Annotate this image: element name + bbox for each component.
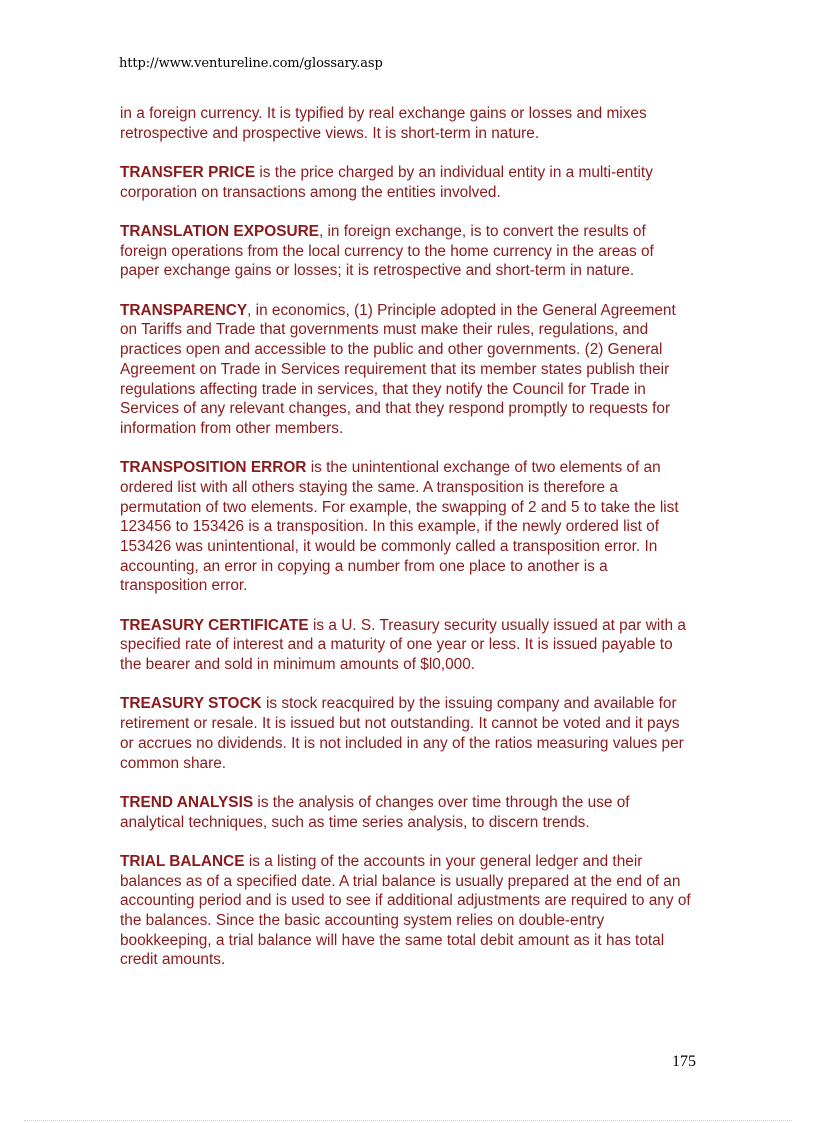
glossary-content [120,104,692,990]
entry-term: TREASURY STOCK [120,695,262,713]
entry-definition: is the price charged by an individual entity in a multi-entity corporation on transactions among the entities involved. [120,164,653,201]
page-number: 175 [672,1053,696,1070]
glossary-entry-translation-exposure [120,222,692,281]
entry-definition: in a foreign currency. It is typified by real exchange gains or losses and mixes retrospective and prospective views. It is short-term in nature. [120,105,647,142]
glossary-entry-treasury-stock [120,694,692,773]
entry-definition: , in foreign exchange, is to convert the results of foreign operations from the local currency to the home currency in the areas of paper exchange gains or losses; it is retrospective and short-term in nature. [120,223,654,280]
entry-definition: is a listing of the accounts in your general ledger and their balances as of a specified date. A trial balance is usually prepared at the end of an accounting period and is used to see if additional adjustments are required to any of the balances. Since the basic accounting system relies on double-entry bookkeeping, a trial balance will have the same total debit amount as it has total credit amounts. [120,852,691,969]
glossary-entry-continuation [120,104,692,143]
glossary-entry-transparency [120,301,692,439]
source-url: http://www.ventureline.com/glossary.asp [119,56,383,71]
entry-definition: is the unintentional exchange of two elements of an ordered list with all others staying the same. A transposition is therefore a permutation of two elements. For example, the swapping of 2 and 5 to take the list 123456 to 153426 is a transposition. In this example, if the newly ordered list of 153426 was unintentional, it would be commonly called a transposition error. In accounting, an error in copying a number from one place to another is a transposition error. [120,459,679,595]
entry-term: TRANSPARENCY [120,301,248,319]
glossary-entry-transfer-price [120,163,692,202]
entry-definition: is a U. S. Treasury security usually issued at par with a specified rate of interest and a maturity of one year or less. It is issued payable to the bearer and sold in minimum amounts of $l0,000. [120,616,686,674]
entry-definition: is the analysis of changes over time through the use of analytical techniques, such as time series analysis, to discern trends. [120,793,630,831]
entry-definition: is stock reacquired by the issuing company and available for retirement or resale. It is issued but not outstanding. It cannot be voted and it pays or accrues no dividends. It is not included in any of the ratios measuring values per common share. [120,695,684,772]
glossary-entry-trend-analysis [120,793,692,832]
entry-term: TREND ANALYSIS [120,793,254,811]
entry-term: TREASURY CERTIFICATE [120,616,309,634]
glossary-entry-trial-balance [120,852,692,970]
entry-term: TRANSFER PRICE [120,164,256,181]
entry-definition: , in economics, (1) Principle adopted in the General Agreement on Tariffs and Trade that governments must make their rules, regulations, and practices open and accessible to the public and other governments. (2) General Agreement on Trade in Services requirement that its member states publish their regulations affecting trade in services, that they notify the Council for Trade in Services of any relevant changes, and that they respond promptly to requests for information from other members. [120,301,676,437]
glossary-entry-treasury-certificate [120,616,692,675]
entry-term: TRIAL BALANCE [120,852,245,870]
entry-term: TRANSPOSITION ERROR [120,459,307,477]
glossary-entry-transposition-error [120,458,692,596]
entry-term: TRANSLATION EXPOSURE [120,223,319,240]
page-bottom-divider [24,1120,792,1121]
